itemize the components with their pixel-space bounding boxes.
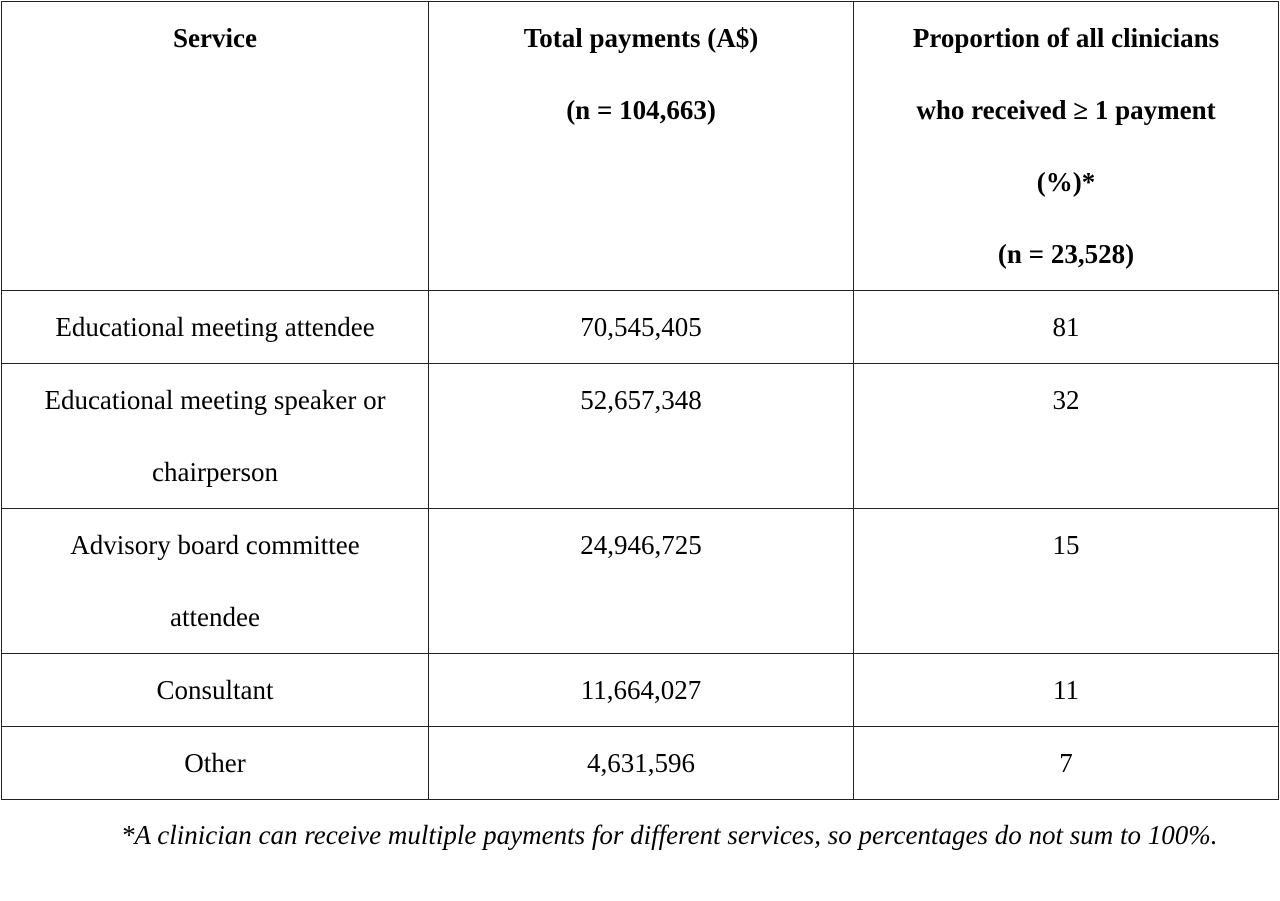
table-row [2, 509, 1279, 654]
service-cell [2, 727, 429, 800]
total-payments-cell: 11,664,027 [429, 654, 854, 727]
total-payments-cell: 24,946,725 [429, 509, 854, 654]
header-service-line: Service [173, 23, 257, 53]
service-cell [2, 509, 429, 654]
service-text: chairperson [152, 457, 278, 487]
service-text: Educational meeting speaker or [44, 385, 386, 415]
header-total-line-1: Total payments (A$) [523, 23, 759, 53]
total-payments-cell: 52,657,348 [429, 364, 854, 509]
total-payments-cell: 4,631,596 [429, 727, 854, 800]
service-text: Educational meeting attendee [55, 312, 375, 342]
service-text: Consultant [156, 675, 274, 705]
table-footnote: *A clinician can receive multiple payments for different services, so percentages do not sum to 100%. [121, 820, 1218, 850]
proportion-cell: 15 [854, 509, 1279, 654]
header-proportion-line-1: Proportion of all clinicians [912, 23, 1220, 53]
header-proportion [854, 2, 1279, 291]
service-cell [2, 364, 429, 509]
service-cell [2, 654, 429, 727]
table-row [2, 654, 1279, 727]
service-text: Advisory board committee [70, 530, 360, 560]
service-text: Other [184, 748, 246, 778]
table-row [2, 727, 1279, 800]
header-total-payments [429, 2, 854, 291]
service-text: attendee [170, 602, 260, 632]
proportion-cell: 7 [854, 727, 1279, 800]
header-total-line-2: (n = 104,663) [566, 95, 716, 125]
header-service [2, 2, 429, 291]
payments-table [1, 1, 1279, 800]
header-proportion-line-3: (%)* [1036, 167, 1096, 197]
header-proportion-line-4: (n = 23,528) [997, 239, 1135, 269]
table-row [2, 291, 1279, 364]
proportion-cell: 11 [854, 654, 1279, 727]
header-row [2, 2, 1279, 291]
service-cell [2, 291, 429, 364]
total-payments-cell: 70,545,405 [429, 291, 854, 364]
proportion-cell: 32 [854, 364, 1279, 509]
proportion-cell: 81 [854, 291, 1279, 364]
header-proportion-line-2: who received ≥ 1 payment [916, 95, 1216, 125]
table-row [2, 364, 1279, 509]
